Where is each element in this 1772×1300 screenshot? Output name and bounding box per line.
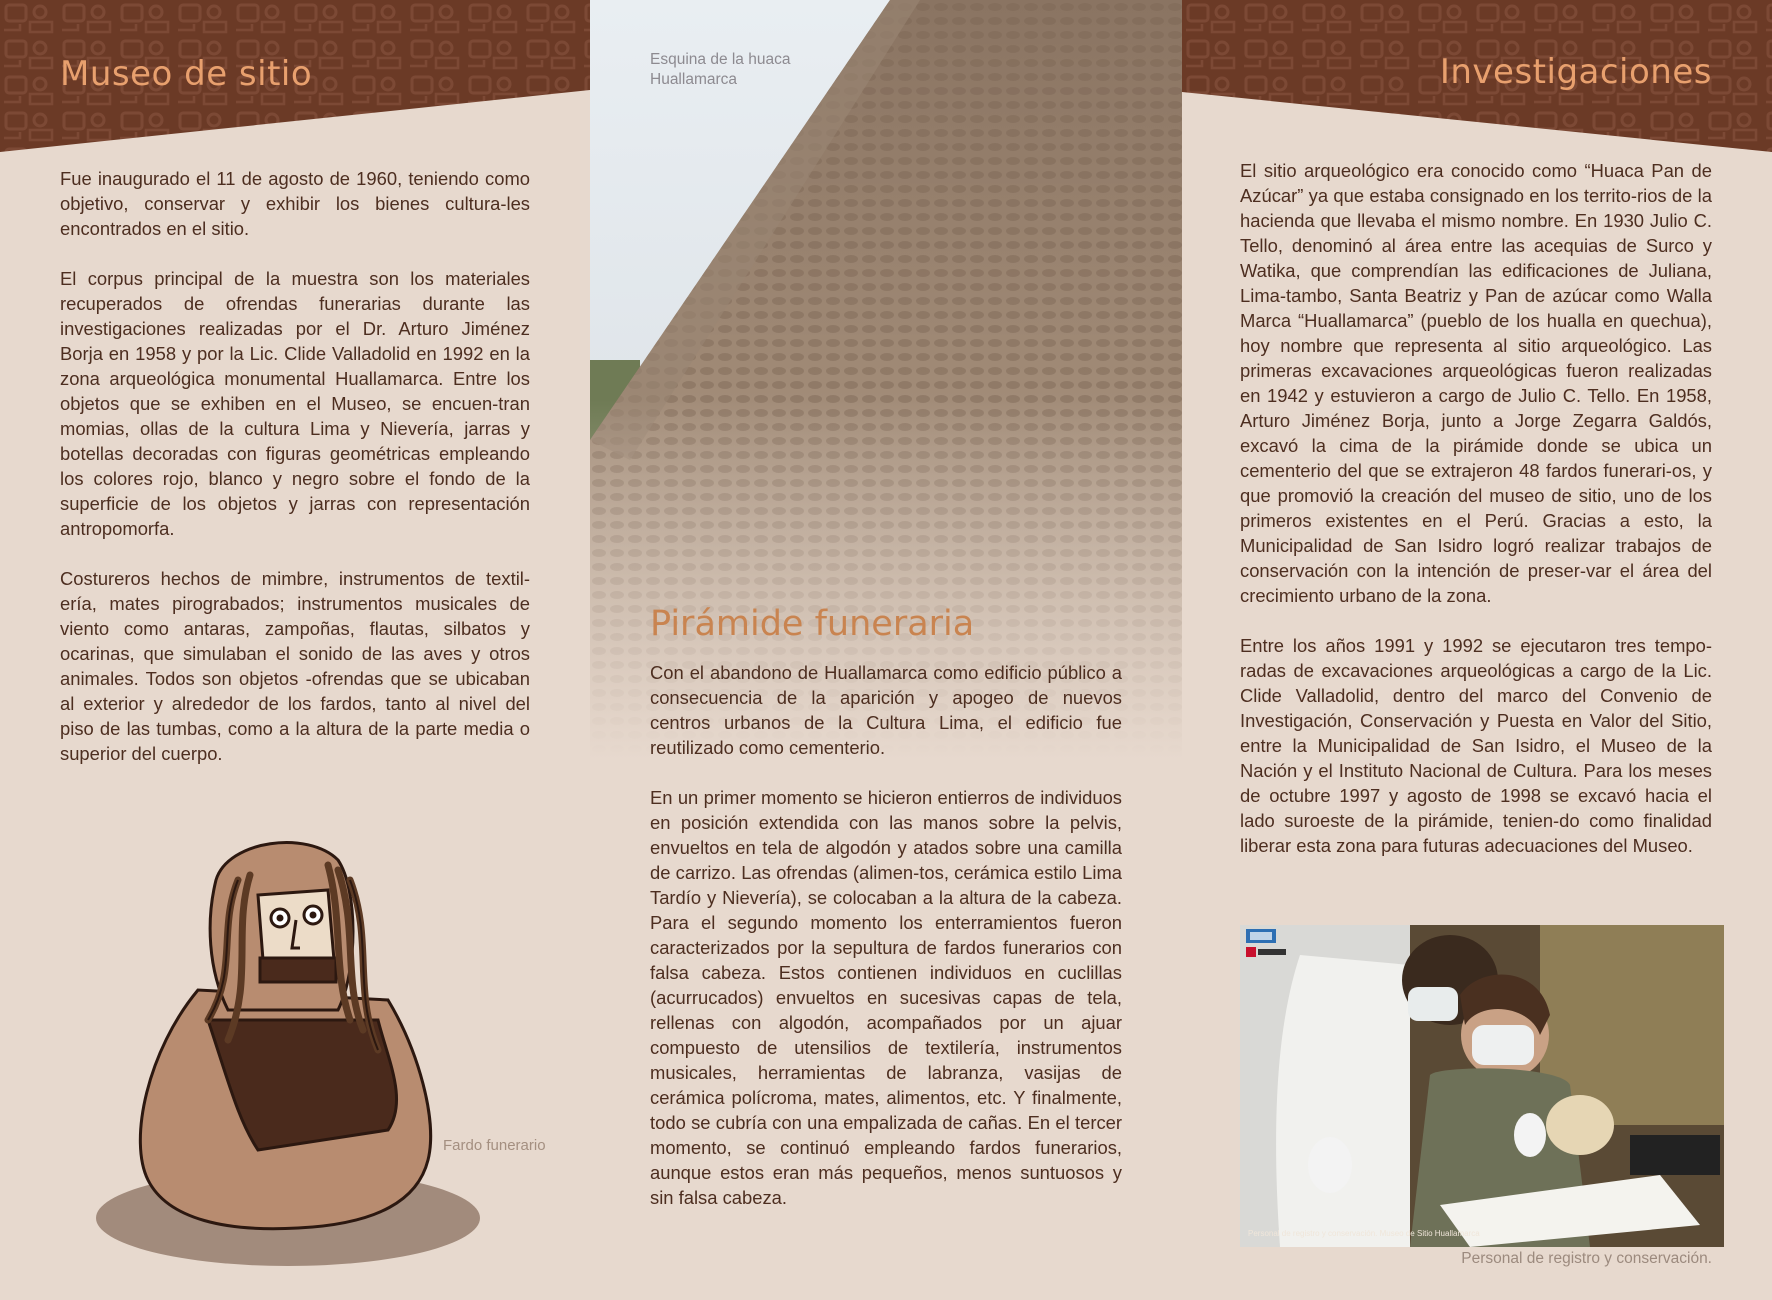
fardo-caption: Fardo funerario [443,1137,546,1154]
right-body [1240,158,1712,883]
conservation-photo [1240,925,1724,1247]
middle-body [650,660,1122,1235]
paragraph: Entre los años 1991 y 1992 se ejecutaron tres tempo-radas de excavaciones arqueológicas a cargo de la Lic. Clide Valladolid, dentro del marco del Convenio de Investigación, Conservación y Puesta en Valor del Sitio, entre la Municipalidad de San Isidro, el Museo de la Nación y el Instituto Nacional de Cultura. Para los meses de octubre 1997 y agosto de 1998 se excavó hacia el lado suroeste de la pirámide, tenien-do como finalidad liberar esta zona para futuras adecuaciones del Museo. [1240,635,1712,856]
fardo-funerario-illustration [88,820,488,1270]
photo-caption: Esquina de la huaca Huallamarca [650,51,791,88]
photo-overlay-caption: Personal de registro y conservación. Museo de Sitio Huallamarca [1248,1229,1480,1238]
paragraph: Costureros hechos de mimbre, instrumentos de textil-ería, mates pirograbados; instrumentos musicales de viento como antaras, zampoñas, flautas, silbatos y ocarinas, que simulaban el sonido de las aves y otros animales. Todos son objetos -ofrendas que se ubicaban al exterior y alrededor de los fardos, tanto al nivel del piso de las tumbas, como a la altura de la parte media o superior del cuerpo. [60,568,530,764]
paragraph: El sitio arqueológico era conocido como “Huaca Pan de Azúcar” ya que estaba consignado en los territo-rios de la hacienda que llevaba el mismo nombre. En 1930 Julio C. Tello, denominó al área entre las acequias de Surco y Watika, que comprendían las edificaciones de Juliana, Lima-tambo, Santa Beatriz y Pan de azúcar como Walla Marca “Huallamarca” (pueblo de los hualla en quechua), hoy nombre que representa al sitio arqueológico. Las primeras excavaciones arqueológicas fueron realizadas en 1942 y estuvieron a cargo de Julio C. Tello. En 1958, Arturo Jiménez Borja, junto a Jorge Zegarra Galdós, excavó la cima de la pirámide donde se ubica un cementerio del que se extrajeron 48 fardos funerari-os, y que promovió la creación del museo de sitio, uno de los primeros existentes en el Perú. Gracias a esto, la Municipalidad de San Isidro logró realizar trabajos de conservación con la intención de preser-var el área del crecimiento urbano de la zona. [1240,160,1712,606]
paragraph: Con el abandono de Huallamarca como edificio público a consecuencia de la aparición y apogeo de nuevos centros urbanos de la Cultura Lima, el edificio fue reutilizado como cementerio. [650,662,1122,758]
institution-logo [1246,929,1288,959]
paragraph: El corpus principal de la muestra son los materiales recuperados de ofrendas funerarias durante las investigaciones realizadas por el Dr. Arturo Jiménez Borja en 1958 y por la Lic. Clide Valladolid en 1992 en la zona arqueológica monumental Huallamarca. Entre los objetos que se exhiben en el Museo, se encuen-tran momias, ollas de la cultura Lima y Nievería, jarras y botellas decoradas con figuras geométricas empleando los colores rojo, blanco y negro sobre el fondo de la superficie de los objetos y jarras con representación antropomorfa. [60,268,530,539]
paragraph: En un primer momento se hicieron entierros de individuos en posición extendida con las manos sobre la pelvis, envueltos en tela de algodón y atados sobre una camilla de carrizo. Las ofrendas (alimen-tos, cerámica estilo Lima Tardío y Nievería), se colocaban a la altura de la cabeza. Para el segundo momento los enterramientos fueron caracterizados por la sepultura de fardos funerarios con falsa cabeza. Estos contienen individuos en cuclillas (acurrucados) envueltos en sucesivas capas de tela, rellenas con algodón, acompañados por un ajuar compuesto de utensilios de textilería, instrumentos musicales, herramientas de labranza, vasijas de cerámica polícroma, mates, alimentos, etc. Y finalmente, todo se cubría con una empalizada de cañas. En el tercer momento, se continuó empleando fardos funerarios, aunque estos eran más pequeños, menos suntuosos y sin falsa cabeza. [650,787,1122,1208]
piramide-title: Pirámide funeraria [650,604,975,644]
conservation-photo-image [1240,925,1724,1247]
museo-title: Museo de sitio [60,54,313,94]
middle-panel [590,0,1182,1300]
paragraph: Fue inaugurado el 11 de agosto de 1960, teniendo como objetivo, conservar y exhibir los bienes cultura-les encontrados en el sitio. [60,168,530,239]
right-panel [1182,0,1772,1300]
investigaciones-title: Investigaciones [1439,52,1712,92]
huaca-photo [590,0,1182,760]
left-panel [0,0,590,1300]
left-body [60,166,530,791]
conservation-caption: Personal de registro y conservación. [1461,1250,1712,1267]
